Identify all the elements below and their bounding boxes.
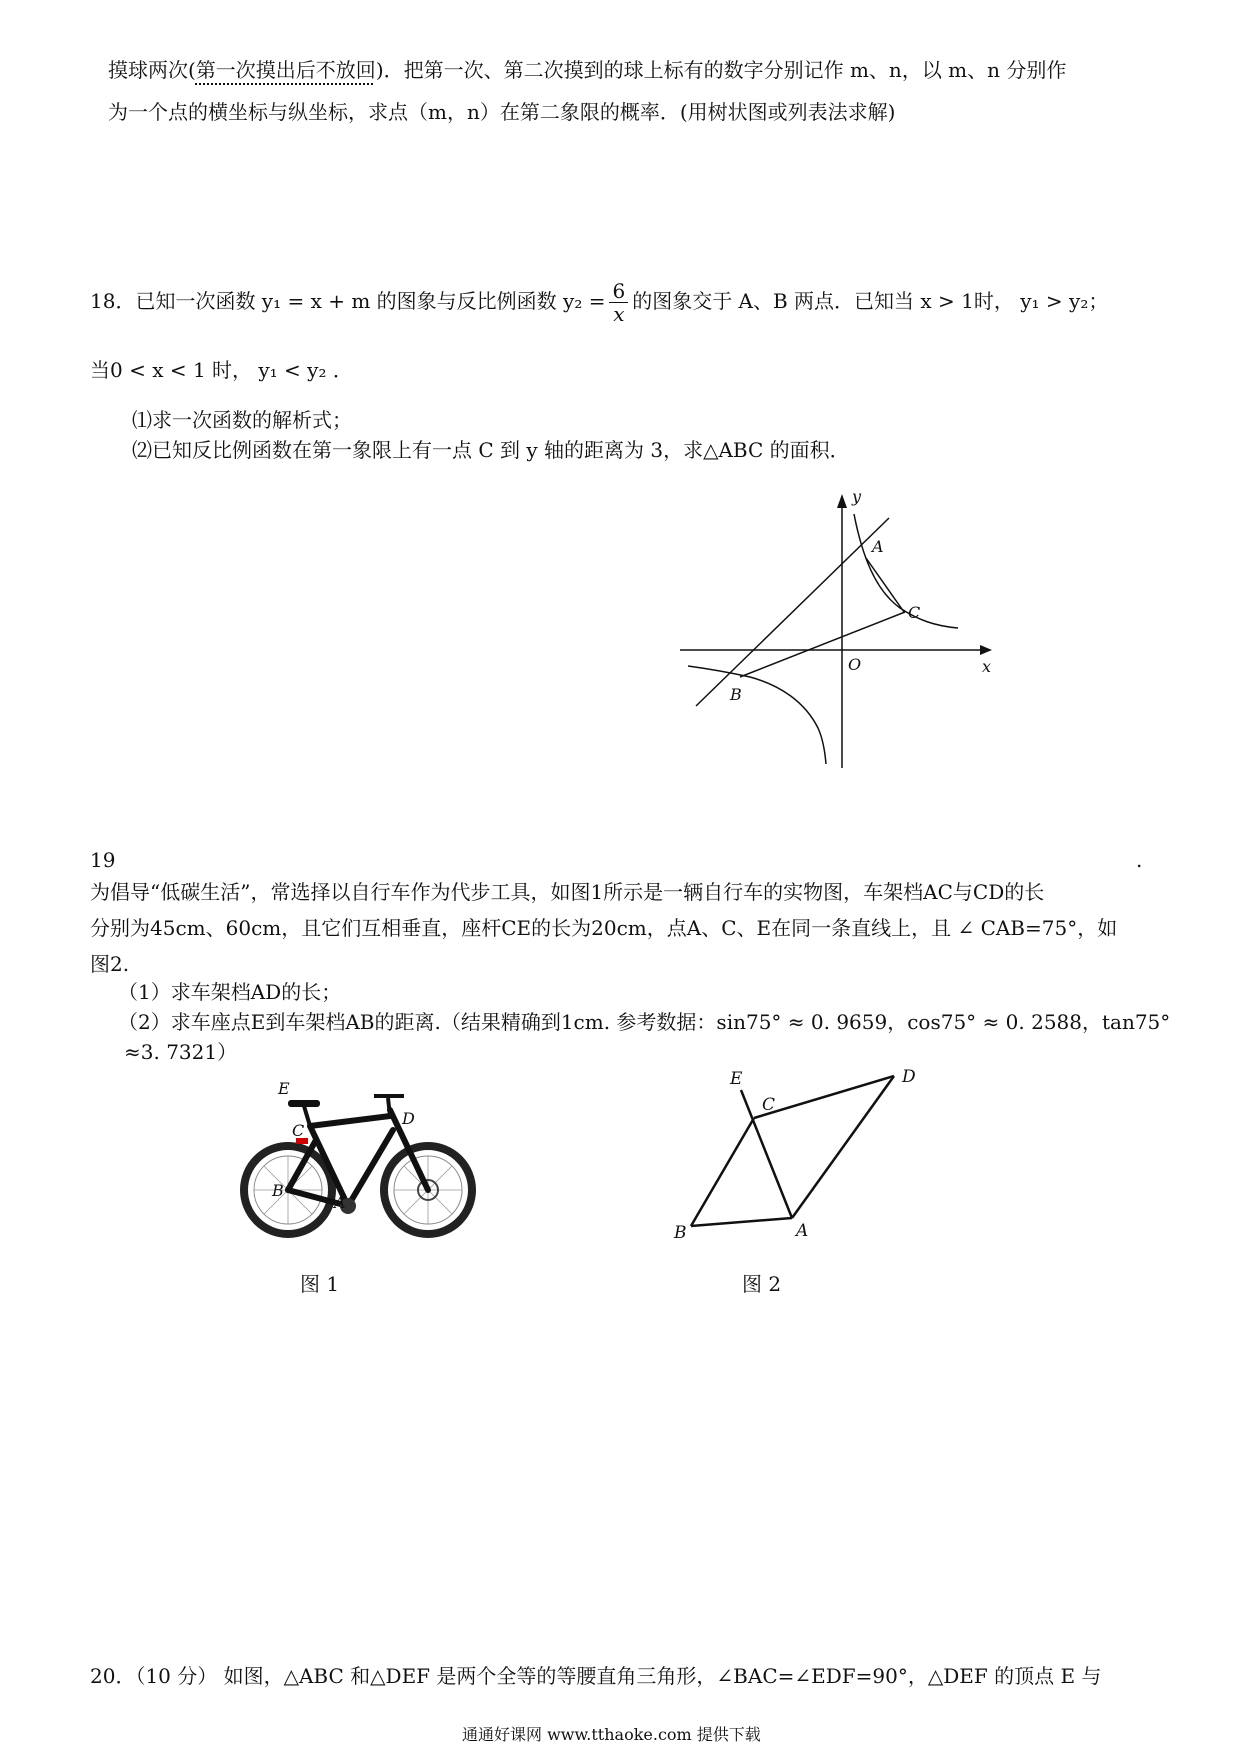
graph-label-y: y: [852, 487, 862, 506]
p19-q2-cont: ≈3. 7321）: [124, 1040, 238, 1064]
p20-line: 20．（10 分） 如图，△ABC 和△DEF 是两个全等的等腰直角三角形，∠BAC=∠EDF=90°，△DEF 的顶点 E 与: [90, 1664, 1102, 1688]
p17-line1-dotted: 第一次摸出后不放回: [195, 58, 376, 82]
x-axis-arrow-icon: [980, 645, 992, 655]
p18-frac-num: 6: [609, 280, 628, 303]
p18-line1: [90, 280, 1108, 325]
function-graph: [670, 480, 1010, 780]
p17-line1-post: )．把第一次、第二次摸到的球上标有的数字分别记作 m、n，以 m、n 分别作: [375, 58, 1067, 82]
segment-BC: [691, 1118, 754, 1226]
p19-line1: 为倡导“低碳生活”，常选择以自行车作为代步工具，如图1所示是一辆自行车的实物图，车架档AC与CD的长: [90, 880, 1045, 904]
fig1-label-d: D: [402, 1109, 415, 1128]
fig2-label-c: C: [762, 1095, 776, 1115]
p18-line2: 当0 < x < 1 时， y₁ < y₂ ．: [90, 358, 353, 382]
page-footer: 通通好课网 www.tthaoke.com 提供下载: [462, 1725, 761, 1744]
p18-q2: ⑵已知反比例函数在第一象限上有一点 C 到 y 轴的距离为 3，求△ABC 的面积．: [132, 438, 850, 462]
segment-AC: [866, 558, 904, 612]
p19-line2: 分别为45cm、60cm，且它们互相垂直，座杆CE的长为20cm，点A、C、E在同一条直线上，且 ∠ CAB=75°，如: [90, 916, 1118, 940]
hyperbola-branch-q3: [688, 666, 826, 764]
segment-AB: [691, 1218, 792, 1226]
fig1-label-c: C: [292, 1121, 305, 1140]
fig2-label-e: E: [730, 1069, 743, 1089]
fig2-label-a: A: [796, 1221, 809, 1240]
graph-label-b: B: [730, 685, 742, 704]
y-axis-arrow-icon: [837, 494, 847, 508]
p19-number: 19: [90, 848, 116, 872]
graph-label-c: C: [908, 603, 921, 622]
p18-q1: ⑴求一次函数的解析式；: [132, 408, 352, 432]
p18-fraction: [609, 280, 628, 325]
p18-frac-den: x: [613, 302, 625, 326]
fig2-label-d: D: [902, 1067, 916, 1087]
graph-label-x: x: [982, 657, 992, 676]
geometry-figure: [660, 1060, 940, 1240]
p19-q2: （2）求车座点E到车架档AB的距离.（结果精确到1cm. 参考数据：sin75° ≈ 0. 9659，cos75° ≈ 0. 2588，tan75°: [118, 1010, 1171, 1034]
p18-number: 18．: [90, 289, 136, 313]
p17-line2: 为一个点的横坐标与纵坐标，求点（m，n）在第二象限的概率．(用树状图或列表法求解): [108, 100, 896, 124]
p18-text-b: 的图象交于 A、B 两点．已知当 x > 1时， y₁ > y₂；: [632, 289, 1109, 313]
p19-q1: （1）求车架档AD的长；: [118, 980, 342, 1004]
graph-label-o: O: [848, 655, 862, 674]
fig2-label-b: B: [674, 1223, 687, 1240]
figure2-caption: 图 2: [742, 1272, 782, 1296]
fig1-label-e: E: [278, 1080, 290, 1098]
p17-line1-pre: 摸球两次(: [108, 58, 196, 82]
bicycle-icon: [244, 1096, 472, 1234]
segment-DA: [792, 1076, 894, 1218]
hyperbola-branch-q1: [854, 514, 958, 628]
graph-label-a: A: [872, 537, 884, 556]
p19-trailing-dot: .: [1136, 848, 1143, 872]
fig1-label-b: B: [272, 1181, 284, 1200]
segment-BC: [740, 612, 905, 677]
line-AB: [696, 518, 889, 706]
figure1-caption: 图 1: [300, 1272, 340, 1296]
p19-line3: 图2.: [90, 952, 130, 976]
fig1-label-a: A: [334, 1193, 346, 1212]
p18-text-a: 已知一次函数 y₁ = x + m 的图象与反比例函数 y₂ =: [135, 289, 606, 313]
p17-line1: [108, 58, 1066, 82]
bicycle-figure: [238, 1080, 478, 1240]
